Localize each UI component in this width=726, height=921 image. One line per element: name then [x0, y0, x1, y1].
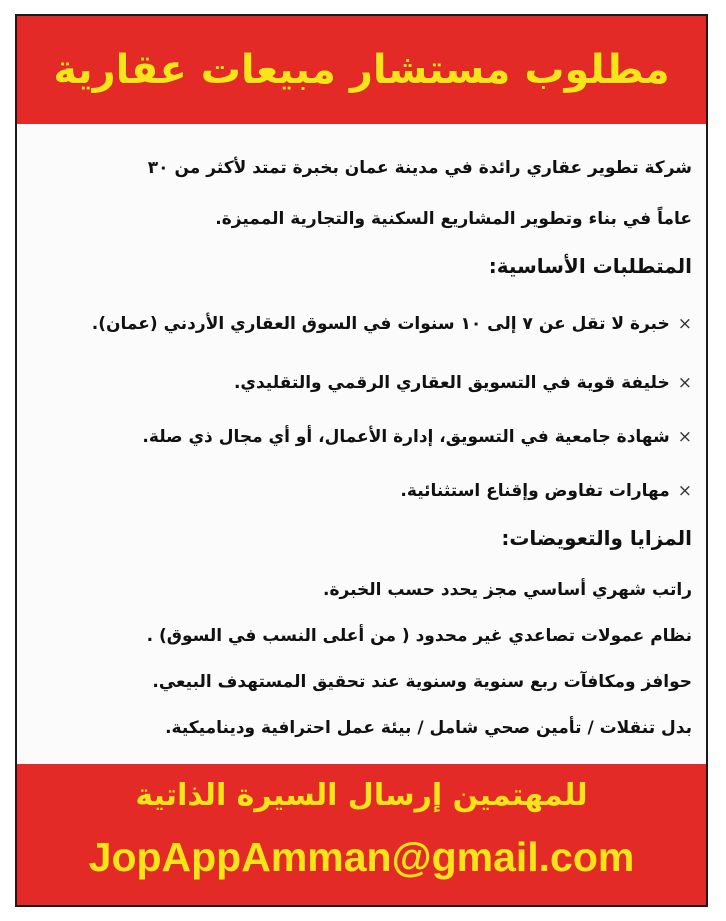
- bullet-x-icon: ×: [677, 314, 692, 334]
- requirement-text: شهادة جامعية في التسويق، إدارة الأعمال، أو أي مجال ذي صلة.: [142, 427, 670, 447]
- requirement-item: [31, 312, 692, 336]
- intro-line-1: شركة تطوير عقاري رائدة في مدينة عمان بخبرة تمتد لأكثر من ٣٠: [147, 158, 692, 178]
- benefits-heading: المزايا والتعويضات:: [501, 526, 692, 550]
- footer-banner: [17, 764, 706, 905]
- job-ad-frame: [15, 14, 708, 907]
- requirement-text: خبرة لا تقل عن ٧ إلى ١٠ سنوات في السوق العقاري الأردني (عمان).: [91, 314, 670, 334]
- header-banner: [17, 16, 706, 124]
- bullet-x-icon: ×: [677, 373, 692, 393]
- requirement-item: [31, 371, 692, 395]
- benefit-item: بدل تنقلات / تأمين صحي شامل / بيئة عمل احترافية وديناميكية.: [165, 718, 692, 738]
- requirement-item: [31, 479, 692, 503]
- benefit-item: راتب شهري أساسي مجز يحدد حسب الخبرة.: [323, 580, 692, 600]
- requirement-text: خليفة قوية في التسويق العقاري الرقمي والتقليدي.: [233, 373, 670, 393]
- contact-email: JopAppAmman@gmail.com: [88, 834, 635, 880]
- requirement-item: [31, 425, 692, 449]
- bullet-x-icon: ×: [677, 427, 692, 447]
- benefit-item: نظام عمولات تصاعدي غير محدود ( من أعلى النسب في السوق) .: [146, 626, 692, 646]
- bullet-x-icon: ×: [677, 481, 692, 501]
- ad-title: مطلوب مستشار مبيعات عقارية: [53, 47, 670, 93]
- intro-line-2: عاماً في بناء وتطوير المشاريع السكنية والتجارية المميزة.: [215, 209, 692, 229]
- benefit-item: حوافز ومكافآت ربع سنوية وسنوية عند تحقيق المستهدف البيعي.: [152, 672, 692, 692]
- requirement-text: مهارات تفاوض وإقناع استثنائية.: [400, 481, 670, 501]
- requirements-heading: المتطلبات الأساسية:: [488, 254, 692, 278]
- ad-body: [17, 124, 706, 764]
- call-to-action: للمهتمين إرسال السيرة الذاتية: [135, 778, 588, 813]
